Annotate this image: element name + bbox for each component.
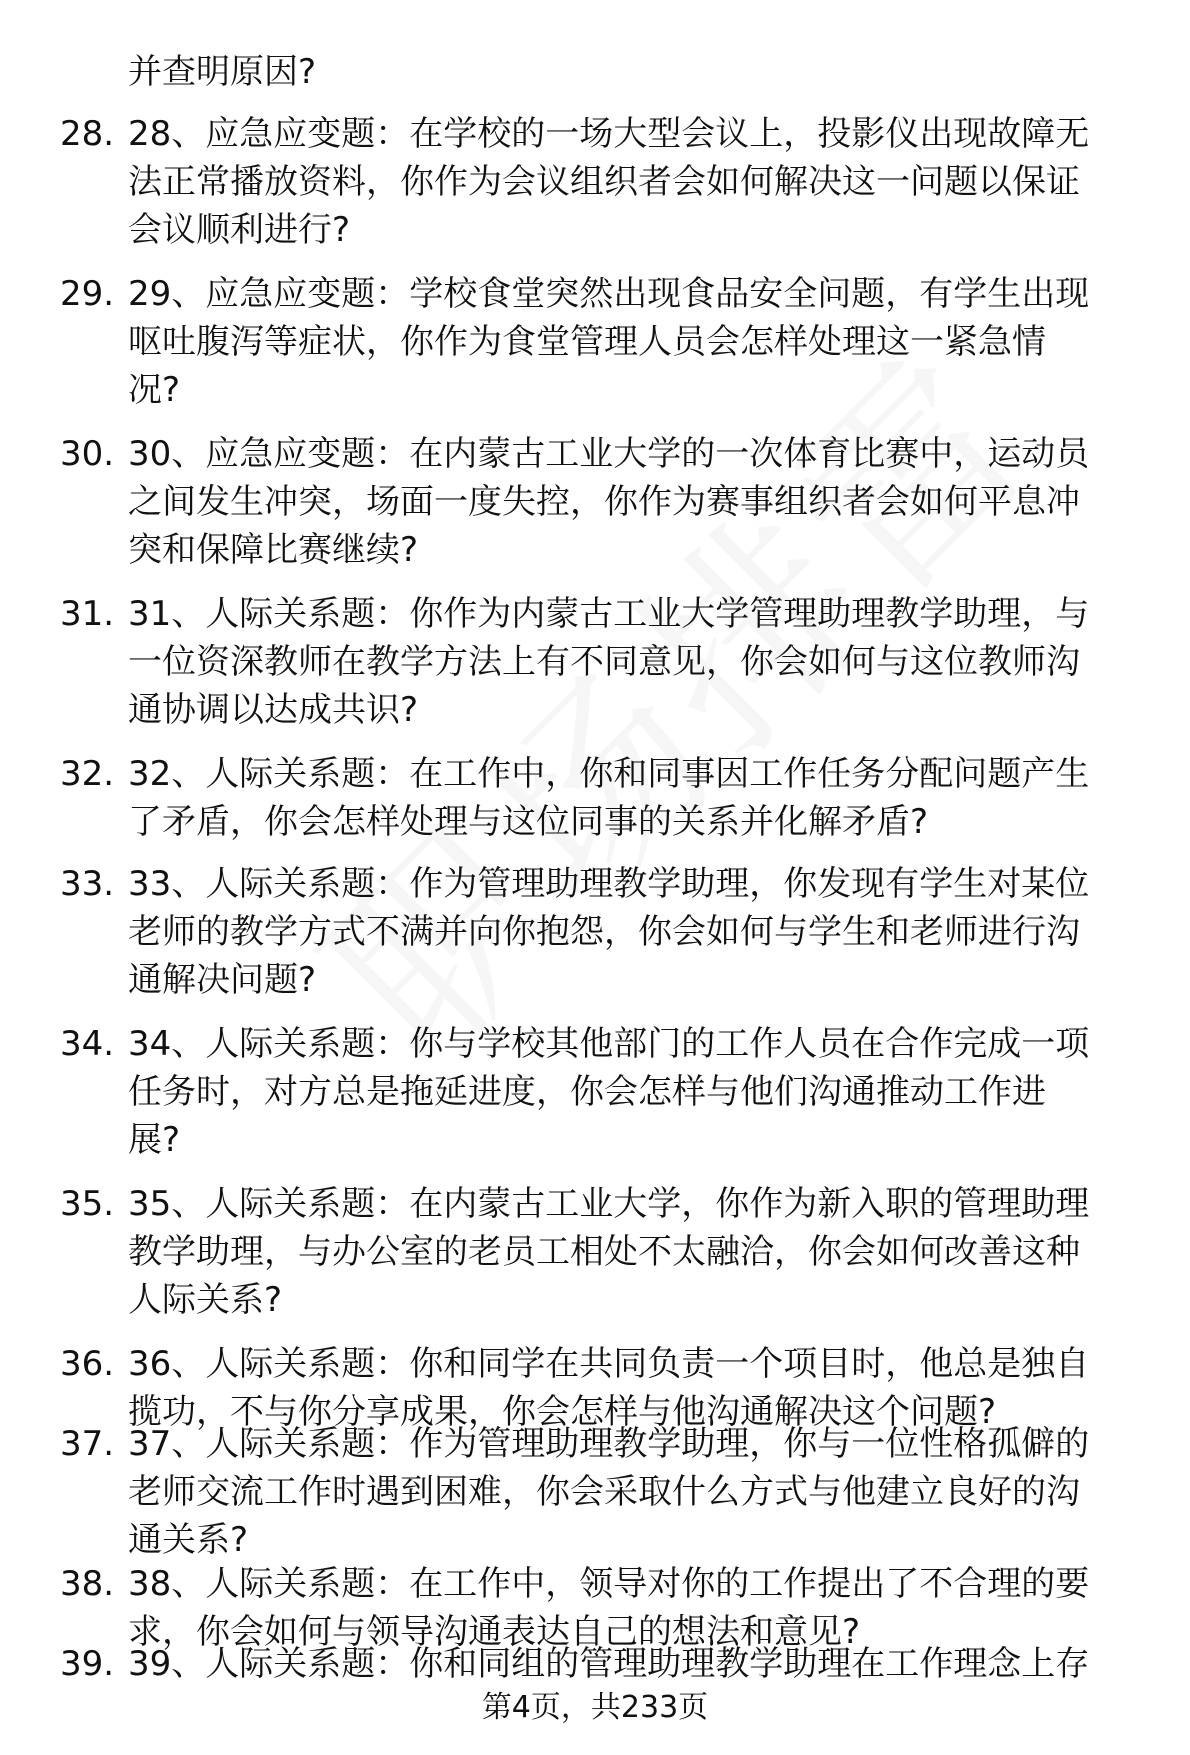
item-number: 39. xyxy=(60,1644,115,1684)
item-number: 31. xyxy=(60,594,115,634)
item-text: 36、人际关系题：你和同学在共同负责一个项目时，他总是独自 揽功，不与你分享成果，你会怎样与他沟通解决这个问题? xyxy=(128,1344,1090,1432)
item-number: 29. xyxy=(60,274,115,314)
item-text: 38、人际关系题：在工作中，领导对你的工作提出了不合理的要 求，你会如何与领导沟通表达自己的想法和意见? xyxy=(128,1564,1090,1652)
item-text: 35、人际关系题：在内蒙古工业大学，你作为新入职的管理助理 教学助理，与办公室的老员工相处不太融洽，你会如何改善这种 人际关系? xyxy=(128,1184,1090,1320)
item-number: 35. xyxy=(60,1184,115,1224)
item-text: 33、人际关系题：作为管理助理教学助理，你发现有学生对某位 老师的教学方式不满并向你抱怨，你会如何与学生和老师进行沟 通解决问题? xyxy=(128,864,1090,1000)
item-text: 29、应急应变题：学校食堂突然出现食品安全问题，有学生出现 呕吐腹泻等症状，你作为食堂管理人员会怎样处理这一紧急情 况? xyxy=(128,274,1090,410)
item-number: 38. xyxy=(60,1564,115,1604)
item-number: 34. xyxy=(60,1024,115,1064)
item-text: 37、人际关系题：作为管理助理教学助理，你与一位性格孤僻的 老师交流工作时遇到困难，你会采取什么方式与他建立良好的沟 通关系? xyxy=(128,1424,1090,1560)
continued-text: 并查明原因? xyxy=(128,52,317,92)
item-number: 36. xyxy=(60,1344,115,1384)
item-number: 28. xyxy=(60,114,115,154)
page-footer: 第4页，共233页 xyxy=(481,1690,709,1725)
item-number: 32. xyxy=(60,754,115,794)
item-text: 28、应急应变题：在学校的一场大型会议上，投影仪出现故障无 法正常播放资料，你作为会议组织者会如何解决这一问题以保证 会议顺利进行? xyxy=(128,114,1090,250)
item-text: 30、应急应变题：在内蒙古工业大学的一次体育比赛中，运动员 之间发生冲突，场面一度失控，你作为赛事组织者会如何平息冲 突和保障比赛继续? xyxy=(128,434,1090,570)
item-text: 34、人际关系题：你与学校其他部门的工作人员在合作完成一项 任务时，对方总是拖延进度，你会怎样与他们沟通推动工作进 展? xyxy=(128,1024,1090,1160)
item-text: 31、人际关系题：你作为内蒙古工业大学管理助理教学助理，与 一位资深教师在教学方法上有不同意见，你会如何与这位教师沟 通协调以达成共识? xyxy=(128,594,1090,730)
item-number: 37. xyxy=(60,1424,115,1464)
item-text: 39、人际关系题：你和同组的管理助理教学助理在工作理念上存 xyxy=(128,1644,1090,1684)
item-text: 32、人际关系题：在工作中，你和同事因工作任务分配问题产生 了矛盾，你会怎样处理与这位同事的关系并化解矛盾? xyxy=(128,754,1090,842)
item-number: 33. xyxy=(60,864,115,904)
item-number: 30. xyxy=(60,434,115,474)
